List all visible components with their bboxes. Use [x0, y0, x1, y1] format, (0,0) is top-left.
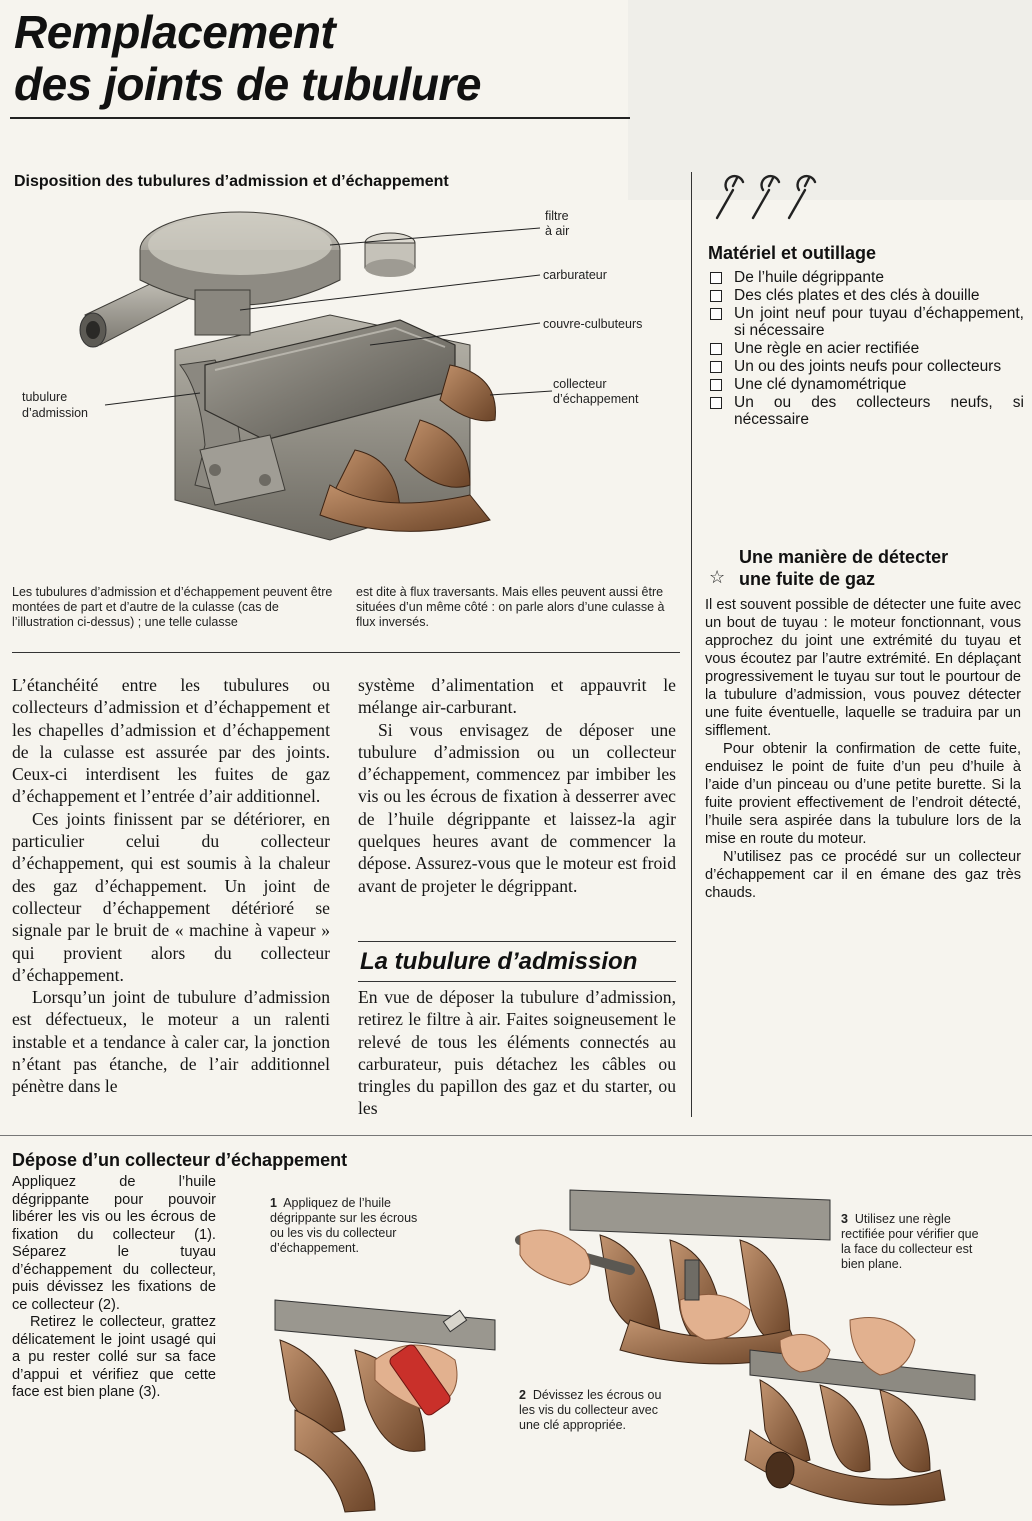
checkbox-icon: [710, 343, 722, 355]
tools-list: [708, 269, 1024, 429]
subheading-rule-bottom: [358, 981, 676, 982]
body-paragraph: système d’alimentation et appauvrit le mélange air-carburant.: [358, 675, 676, 718]
tools-item: Un joint neuf pour tuyau d’échappement, si nécessaire: [708, 305, 1024, 341]
checkbox-icon: [710, 308, 722, 320]
label-tubulure-2: d’admission: [22, 406, 89, 420]
checkbox-icon: [710, 290, 722, 302]
caption-rule: [12, 652, 680, 653]
tools-heading: Matériel et outillage: [708, 243, 877, 263]
tools-item: Un ou des joints neufs pour collecteurs: [708, 358, 1024, 376]
tools-item: De l’huile dégrippante: [708, 269, 1024, 287]
wrench-icons: [707, 170, 837, 225]
tip-paragraph: Pour obtenir la confirmation de cette fuite, enduisez le point de fuite d’un peu d’huile à l’aide d’un pinceau ou d’une petite burette. Si la fuite provient effectivement de l’endroit détecté, l’huile sera aspirée dans la tubulure lors de la mise en route du moteur.: [705, 741, 1021, 847]
figure-heading: Disposition des tubulures d’admission et d’échappement: [14, 173, 449, 190]
engine-illustration: [0, 195, 690, 580]
step-1-illustration: [255, 1290, 505, 1515]
bottom-rule: [0, 1135, 1032, 1136]
title-line-2: des joints de tubulure: [14, 58, 481, 110]
step-1-caption: 1 Appliquez de l’huile dégrippante sur les écrous ou les vis du collecteur d’échappement.: [270, 1196, 418, 1255]
tip-heading-2: une fuite de gaz: [739, 569, 876, 589]
body-paragraph: Lorsqu’un joint de tubulure d’admission est défectueux, le moteur a un ralenti instable et a tendance à caler car, la jonction n’étant pas étanche, de l’air additionnel pénètre dans le: [12, 987, 330, 1097]
body-paragraph: Si vous envisagez de déposer une tubulure d’admission ou un collecteur d’échappement, commencez par imbiber les vis ou les écrous de fixation à desserrer avec de l’huile dégrippante et laissez-la agir quelques heures avant de commencer la dépose. Assurez-vous que le moteur est froid avant de projeter le dégrippant.: [358, 719, 676, 896]
body-column-2: [358, 674, 676, 897]
step-2-caption: 2 Dévissez les écrous ou les vis du collecteur avec une clé appropriée.: [519, 1388, 662, 1432]
tip-paragraph: Il est souvent possible de détecter une fuite avec un bout de tuyau : le moteur fonctionnant, vous approchez du joint une extrémité du tuyau et vous écoutez par l’autre extrémité. En déplaçant progressivement le tuyau sur tout le pourtour de la tubulure d’admission, vous pouvez détecter une fuite éventuelle, laquelle se traduira par un sifflement.: [705, 597, 1021, 739]
tools-item: Des clés plates et des clés à douille: [708, 287, 1024, 305]
body-column-1: [12, 674, 330, 1098]
bottom-paragraph: Appliquez de l’huile dégrippante pour pouvoir libérer les vis ou les écrous de fixation du collecteur (1). Séparez le tuyau d’échappement du collecteur, puis dévissez les fixations de ce collecteur (2).: [12, 1174, 216, 1313]
title-line-1: Remplacement: [14, 6, 336, 58]
label-couvre-culbuteurs: couvre-culbuteurs: [543, 317, 643, 331]
label-collecteur-2: d’échappement: [553, 392, 639, 406]
bottom-paragraph: Retirez le collecteur, grattez délicatement le joint usagé qui a pu rester collé sur sa face d’appui et vérifiez que cette face est bien plane (3).: [12, 1314, 216, 1400]
checkbox-icon: [710, 272, 722, 284]
tools-item: Un ou des collecteurs neufs, si nécessaire: [708, 394, 1024, 430]
label-collecteur-1: collecteur: [553, 377, 607, 391]
star-icon: ☆: [709, 567, 726, 587]
tip-paragraph: N’utilisez pas ce procédé sur un collecteur d’échappement car il en émane des gaz très chauds.: [705, 849, 1021, 901]
wrench-icon: [753, 176, 779, 218]
checkbox-icon: [710, 397, 722, 409]
page-title: [14, 6, 634, 110]
bottom-body: [12, 1174, 216, 1402]
bottom-heading: Dépose d’un collecteur d’échappement: [12, 1150, 348, 1170]
figure-caption-left: Les tubulures d’admission et d’échappement peuvent être montées de part et d’autre de la culasse (cas de l’illustration ci-dessus) ; une telle culasse: [12, 585, 333, 629]
body-paragraph: Ces joints finissent par se détériorer, en particulier celui du collecteur d’échappement, qui est soumis à la chaleur des gaz d’échappement. Un joint de collecteur d’échappement détérioré se signale par le bruit de « machine à vapeur » qui provient alors du collecteur d’échappement.: [12, 808, 330, 985]
body-column-2b: [358, 986, 676, 1120]
step-3-illustration: [740, 1310, 980, 1515]
subheading-tubulure: La tubulure d’admission: [360, 948, 638, 975]
column-divider: [691, 172, 692, 1117]
label-carburateur: carburateur: [543, 268, 607, 282]
title-rule: [10, 117, 630, 119]
tip-body: [705, 596, 1021, 902]
label-tubulure-1: tubulure: [22, 390, 68, 404]
subheading-rule-top: [358, 941, 676, 942]
wrench-icon: [789, 176, 815, 218]
figure-caption-right: est dite à flux traversants. Mais elles peuvent aussi être situées d’un même côté : on parle alors d’une culasse à flux inversés.: [356, 585, 665, 629]
tip-heading-1: Une manière de détecter: [739, 547, 949, 567]
checkbox-icon: [710, 361, 722, 373]
tools-item: Une clé dynamométrique: [708, 376, 1024, 394]
body-paragraph: En vue de déposer la tubulure d’admission, retirez le filtre à air. Faites soigneusement le relevé de tous les éléments connectés au carburateur, puis détachez les câbles ou tringles du papillon des gaz et du starter, ou les: [358, 987, 676, 1119]
step-3-caption: 3 Utilisez une règle rectifiée pour vérifier que la face du collecteur est bien plane.: [841, 1212, 979, 1271]
body-paragraph: L’étanchéité entre les tubulures ou collecteurs d’admission et d’échappement et les chapelles d’admission et d’échappement de la culasse est assurée par des joints. Ceux-ci interdisent les fuites de gaz d’échappement et l’entrée d’air additionnel.: [12, 675, 330, 807]
wrench-icon: [717, 176, 743, 218]
checkbox-icon: [710, 379, 722, 391]
label-filtre-1: filtre: [545, 209, 569, 223]
tools-item: Une règle en acier rectifiée: [708, 340, 1024, 358]
label-filtre-2: à air: [545, 224, 570, 238]
